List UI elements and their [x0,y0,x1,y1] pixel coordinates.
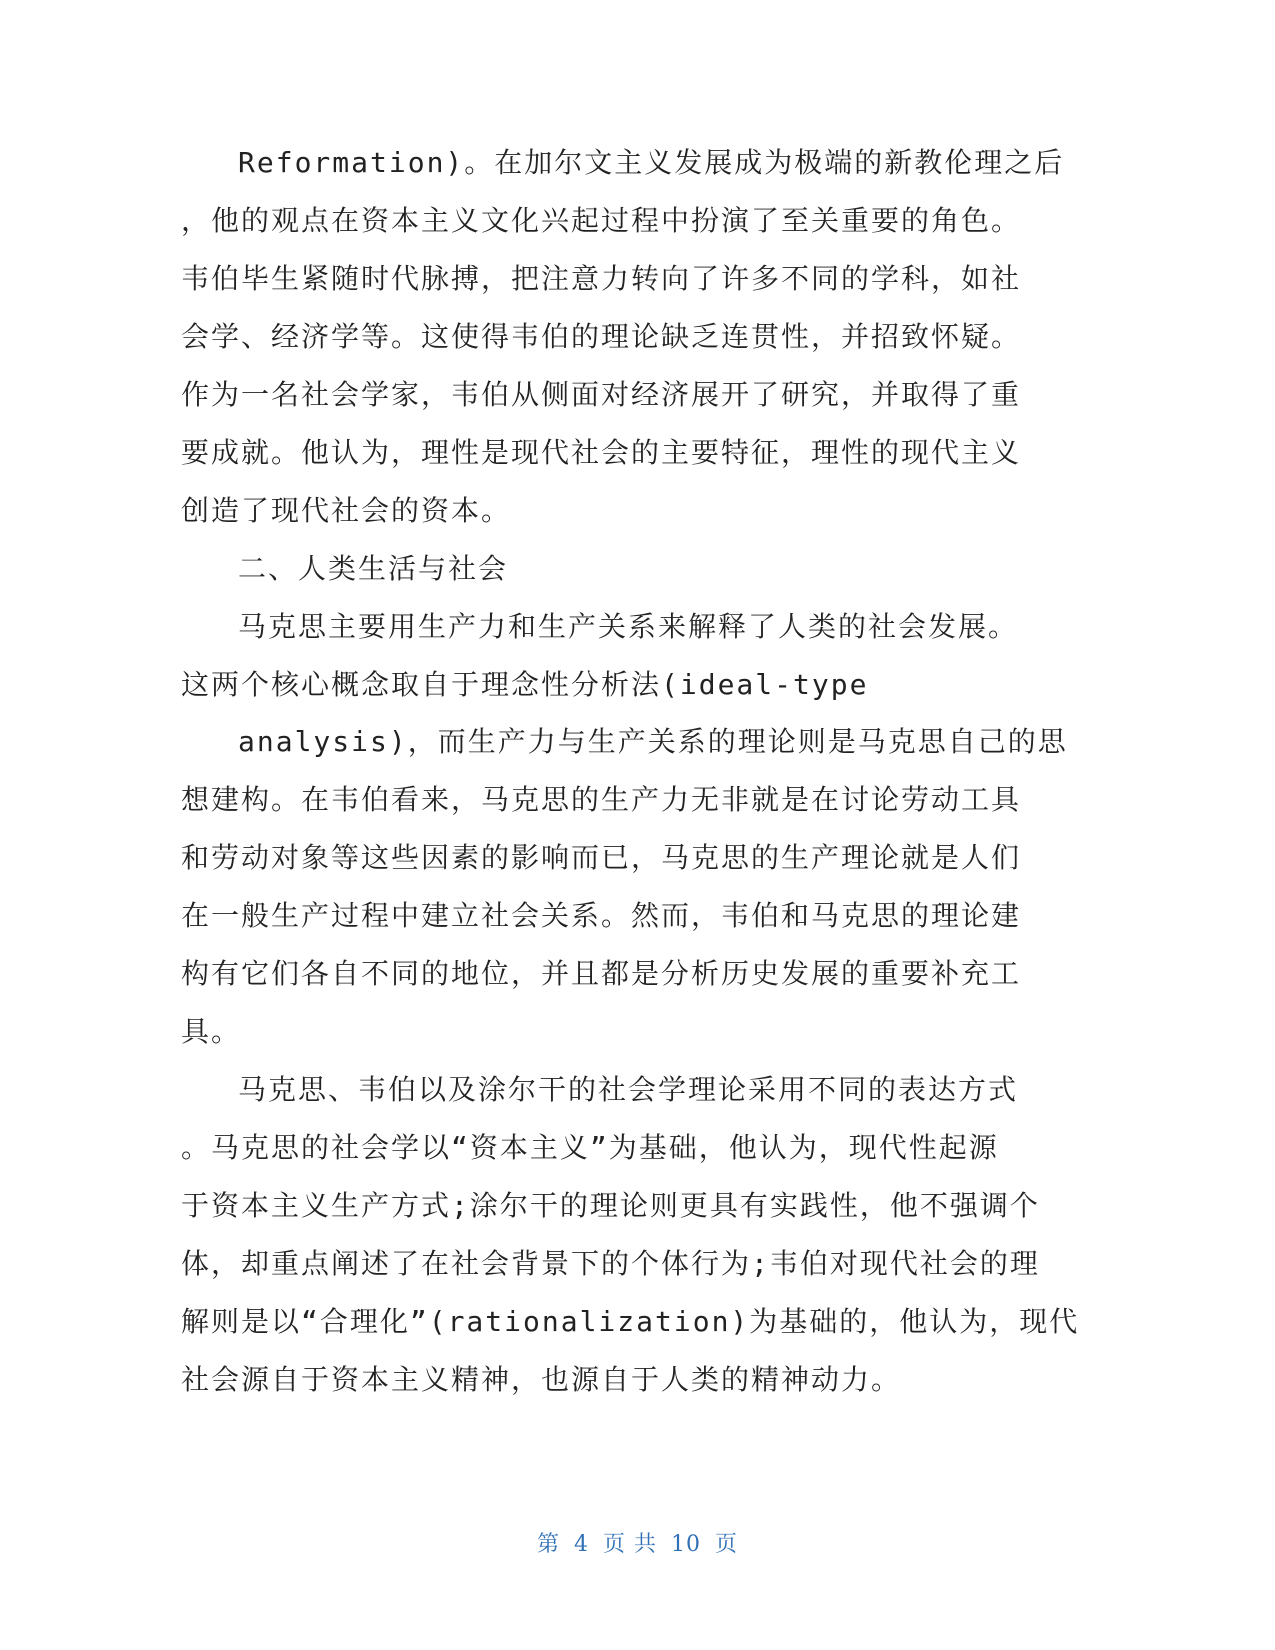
paragraph-5 [181,1061,1080,1409]
page-footer [0,1527,1275,1558]
paragraph-line: 创造了现代社会的资本。 [181,494,512,527]
paragraph-line: 具。 [181,1015,242,1048]
paragraph-line: 马克思、韦伯以及涂尔干的社会学理论采用不同的表达方式 [238,1073,1019,1106]
section-heading [181,540,1041,598]
paragraph-line: analysis)，而生产力与生产关系的理论则是马克思自己的思 [238,725,1068,758]
footer-prefix: 第 [536,1532,560,1557]
paragraph-line: 会学、经济学等。这使得韦伯的理论缺乏连贯性，并招致怀疑。 [181,320,1022,353]
footer-suffix: 页 [715,1532,739,1557]
paragraph-line: 社会源自于资本主义精神，也源自于人类的精神动力。 [181,1363,902,1396]
paragraph-4 [181,713,1068,1061]
paragraph-1 [181,134,1065,540]
heading-text: 二、人类生活与社会 [238,552,509,585]
paragraph-line: 马克思主要用生产力和生产关系来解释了人类的社会发展。 [238,610,1019,643]
footer-total-pages: 10 [671,1532,701,1557]
paragraph-line: 这两个核心概念取自于理念性分析法(ideal-type [181,668,869,701]
paragraph-3 [181,598,1041,714]
paragraph-line: 于资本主义生产方式;涂尔干的理论则更具有实践性，他不强调个 [181,1189,1040,1222]
paragraph-line: 。马克思的社会学以“资本主义”为基础，他认为，现代性起源 [181,1131,999,1164]
footer-current-page: 4 [574,1532,589,1557]
paragraph-line: 要成就。他认为，理性是现代社会的主要特征，理性的现代主义 [181,436,1022,469]
paragraph-line: 和劳动对象等这些因素的影响而已，马克思的生产理论就是人们 [181,841,1022,874]
paragraph-line: 在一般生产过程中建立社会关系。然而，韦伯和马克思的理论建 [181,899,1022,932]
paragraph-line: ，他的观点在资本主义文化兴起过程中扮演了至关重要的角色。 [181,204,1022,237]
paragraph-line: 作为一名社会学家，韦伯从侧面对经济展开了研究，并取得了重 [181,378,1022,411]
paragraph-line: 想建构。在韦伯看来，马克思的生产力无非就是在讨论劳动工具 [181,783,1022,816]
paragraph-line: 构有它们各自不同的地位，并且都是分析历史发展的重要补充工 [181,957,1022,990]
paragraph-line: 韦伯毕生紧随时代脉搏，把注意力转向了许多不同的学科，如社 [181,262,1022,295]
paragraph-line: Reformation)。在加尔文主义发展成为极端的新教伦理之后 [238,146,1065,179]
paragraph-line: 体，却重点阐述了在社会背景下的个体行为;韦伯对现代社会的理 [181,1247,1040,1280]
paragraph-line: 解则是以“合理化”(rationalization)为基础的，他认为，现代 [181,1305,1080,1338]
footer-middle: 页 共 [603,1532,657,1557]
